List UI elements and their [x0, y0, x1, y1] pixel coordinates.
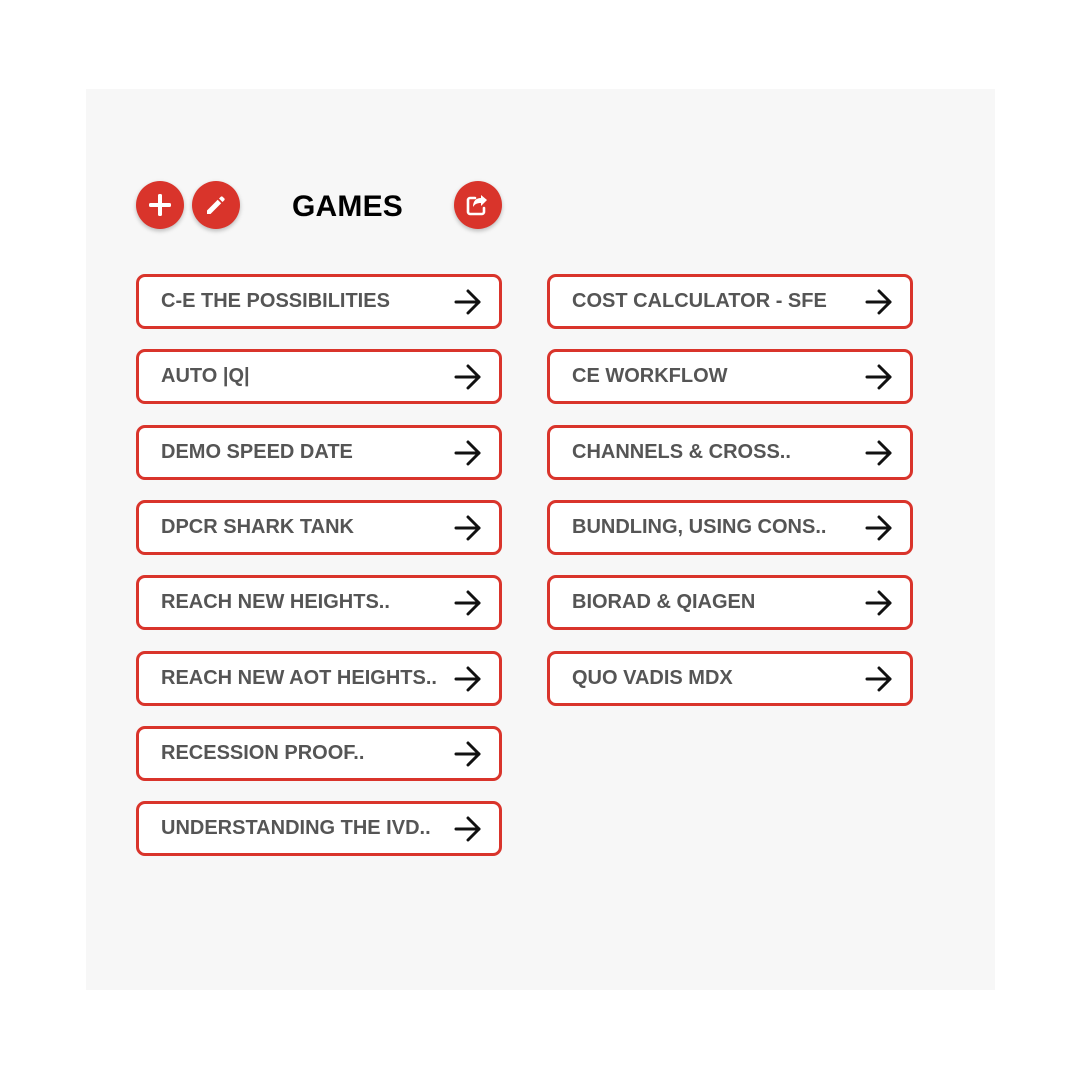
share-button[interactable] — [454, 181, 502, 229]
game-button-label: QUO VADIS MDX — [572, 666, 733, 689]
game-button-label: C-E THE POSSIBILITIES — [161, 290, 390, 312]
arrow-right-icon — [865, 364, 893, 390]
game-button-label: DPCR SHARK TANK — [161, 515, 354, 538]
share-icon — [465, 192, 491, 218]
game-button[interactable] — [136, 726, 502, 781]
game-button[interactable] — [547, 425, 913, 480]
game-button-label: CHANNELS & CROSS.. — [572, 440, 791, 463]
game-button[interactable] — [136, 575, 502, 630]
game-button-label: REACH NEW AOT HEIGHTS.. — [161, 666, 437, 689]
game-button[interactable] — [547, 274, 913, 329]
arrow-right-icon — [865, 440, 893, 466]
edit-button[interactable] — [192, 181, 240, 229]
arrow-right-icon — [865, 515, 893, 541]
arrow-right-icon — [865, 666, 893, 692]
plus-icon — [147, 192, 173, 218]
arrow-right-icon — [454, 590, 482, 616]
game-button[interactable] — [136, 425, 502, 480]
game-button[interactable] — [136, 349, 502, 404]
game-button-label: BIORAD & QIAGEN — [572, 591, 756, 614]
game-button[interactable] — [136, 801, 502, 856]
game-button-label: CE WORKFLOW — [572, 365, 728, 388]
game-button-label: COST CALCULATOR - SFE — [572, 290, 827, 312]
game-button-label: UNDERSTANDING THE IVD.. — [161, 817, 431, 840]
arrow-right-icon — [865, 590, 893, 616]
game-button[interactable] — [136, 651, 502, 706]
game-button[interactable] — [547, 349, 913, 404]
game-button-label: DEMO SPEED DATE — [161, 440, 353, 463]
game-button[interactable] — [547, 575, 913, 630]
game-button-label: AUTO |Q| — [161, 365, 250, 388]
arrow-right-icon — [454, 364, 482, 390]
arrow-right-icon — [454, 666, 482, 692]
arrow-right-icon — [454, 440, 482, 466]
game-button-label: REACH NEW HEIGHTS.. — [161, 591, 390, 614]
arrow-right-icon — [865, 289, 893, 315]
arrow-right-icon — [454, 741, 482, 767]
game-button[interactable] — [547, 651, 913, 706]
game-button[interactable] — [547, 500, 913, 555]
page-title: GAMES — [292, 190, 404, 223]
game-button[interactable] — [136, 500, 502, 555]
arrow-right-icon — [454, 515, 482, 541]
add-button[interactable] — [136, 181, 184, 229]
arrow-right-icon — [454, 289, 482, 315]
pencil-icon — [204, 193, 228, 217]
game-button[interactable] — [136, 274, 502, 329]
game-button-label: RECESSION PROOF.. — [161, 741, 365, 764]
arrow-right-icon — [454, 816, 482, 842]
game-button-label: BUNDLING, USING CONS.. — [572, 515, 827, 538]
